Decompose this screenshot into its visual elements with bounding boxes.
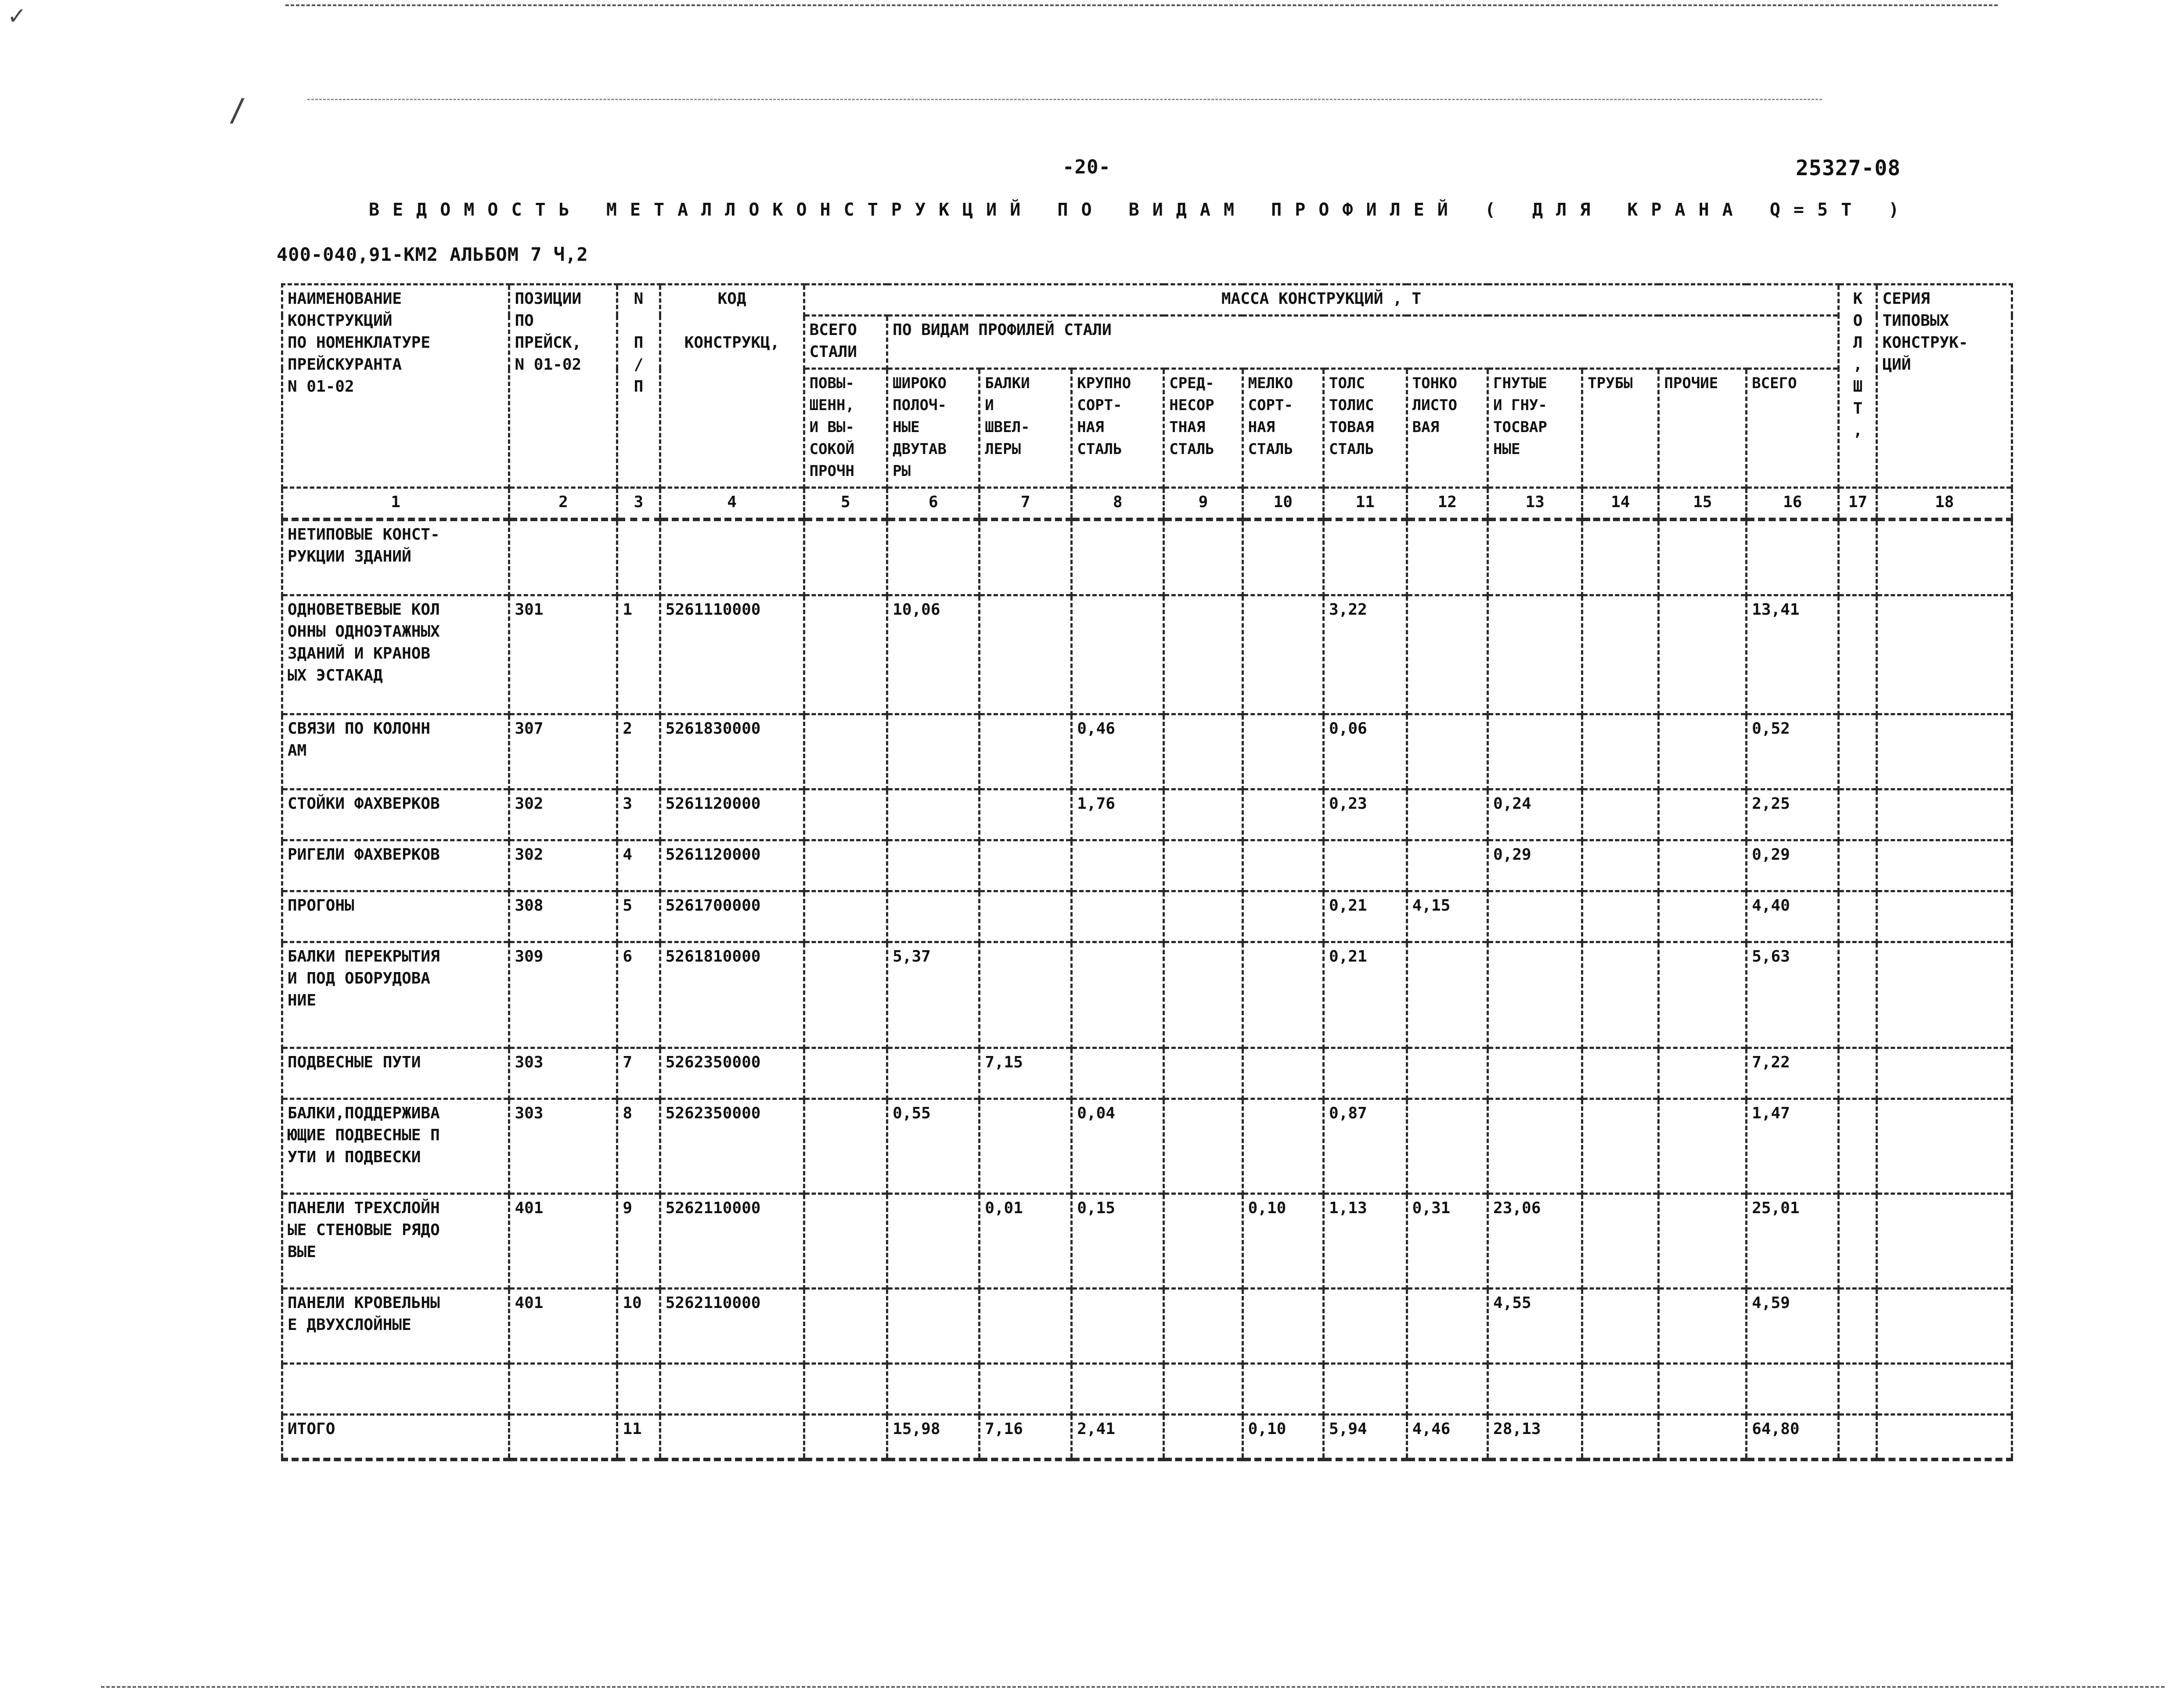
row-high-strength: [804, 1415, 887, 1460]
row-wide-flange: [887, 789, 980, 840]
row-high-strength: [804, 1289, 887, 1364]
row-thin-plate: [1407, 789, 1487, 840]
row-wide-flange: [887, 714, 980, 789]
col-number: 2: [509, 488, 617, 520]
steel-profile-table: [281, 283, 2013, 1461]
row-thick-plate: [1324, 1289, 1407, 1364]
row-other: [1659, 519, 1747, 595]
row-name: ПАНЕЛИ ТРЕХСЛОЙН ЫЕ СТЕНОВЫЕ РЯДО ВЫЕ: [282, 1194, 509, 1289]
row-wide-flange: [887, 519, 980, 595]
row-thick-plate: 0,87: [1324, 1099, 1407, 1194]
row-position: 302: [509, 789, 617, 840]
row-number: 1: [617, 595, 660, 714]
row-total: 64,80: [1747, 1415, 1839, 1460]
header-mass: МАССА КОНСТРУКЦИЙ , Т: [804, 285, 1839, 316]
table-row: [282, 891, 2012, 942]
row-light-section: [1243, 1289, 1323, 1364]
table-row: [282, 519, 2012, 595]
row-light-section: [1243, 891, 1323, 942]
row-pipes: [1582, 942, 1659, 1048]
row-thick-plate: 0,21: [1324, 942, 1407, 1048]
page-number: -20-: [1062, 156, 1111, 178]
row-series: [1877, 1048, 2012, 1099]
row-light-section: [1243, 942, 1323, 1048]
row-code: 5262110000: [660, 1289, 804, 1364]
row-series: [1877, 1289, 2012, 1364]
header-sub-thin-plate: ТОНКО ЛИСТО ВАЯ: [1407, 369, 1487, 488]
row-bent: 23,06: [1488, 1194, 1582, 1289]
row-total: 5,63: [1747, 942, 1839, 1048]
row-light-section: 0,10: [1243, 1194, 1323, 1289]
row-quantity: [1839, 942, 1877, 1048]
row-other: [1659, 1289, 1747, 1364]
row-heavy-section: [1072, 942, 1164, 1048]
table-row: [282, 714, 2012, 789]
row-bent: [1488, 942, 1582, 1048]
row-thin-plate: [1407, 1289, 1487, 1364]
row-bent: 0,24: [1488, 789, 1582, 840]
row-code: 5261810000: [660, 942, 804, 1048]
row-position: 303: [509, 1099, 617, 1194]
col-number: 16: [1747, 488, 1839, 520]
row-light-section: [1243, 1048, 1323, 1099]
row-total: 2,25: [1747, 789, 1839, 840]
row-thick-plate: [1324, 1048, 1407, 1099]
row-name: СВЯЗИ ПО КОЛОНН АМ: [282, 714, 509, 789]
row-position: [509, 1415, 617, 1460]
col-number: 5: [804, 488, 887, 520]
row-light-section: 0,10: [1243, 1415, 1323, 1460]
row-thick-plate: 3,22: [1324, 595, 1407, 714]
column-number-row: [282, 488, 2012, 520]
table-row: [282, 1289, 2012, 1364]
row-other: [1659, 1415, 1747, 1460]
row-bent: [1488, 1048, 1582, 1099]
row-wide-flange: [887, 891, 980, 942]
row-name: БАЛКИ,ПОДДЕРЖИВА ЮЩИЕ ПОДВЕСНЫЕ П УТИ И ПОДВЕСКИ: [282, 1099, 509, 1194]
row-heavy-section: 0,15: [1072, 1194, 1164, 1289]
row-name: РИГЕЛИ ФАХВЕРКОВ: [282, 840, 509, 891]
table-row: [282, 789, 2012, 840]
header-number: N П / П: [617, 285, 660, 488]
row-total: 13,41: [1747, 595, 1839, 714]
row-medium-section: [1164, 1048, 1243, 1099]
header-sub-high-strength: ПОВЫ- ШЕНН, И ВЫ- СОКОЙ ПРОЧН: [804, 369, 887, 488]
table-row: [282, 595, 2012, 714]
row-total: 7,22: [1747, 1048, 1839, 1099]
row-name: ОДНОВЕТВЕВЫЕ КОЛ ОННЫ ОДНОЭТАЖНЫХ ЗДАНИЙ И КРАНОВ ЫХ ЭСТАКАД: [282, 595, 509, 714]
row-thin-plate: 4,46: [1407, 1415, 1487, 1460]
album-reference: 400-040,91-КМ2 АЛЬБОМ 7 Ч,2: [277, 244, 588, 265]
header-sub-pipes: ТРУБЫ: [1582, 369, 1659, 488]
row-series: [1877, 595, 2012, 714]
col-number: 17: [1839, 488, 1877, 520]
row-quantity: [1839, 714, 1877, 789]
table-row: [282, 1415, 2012, 1460]
row-thick-plate: [1324, 840, 1407, 891]
row-high-strength: [804, 1364, 887, 1415]
table-row: [282, 840, 2012, 891]
row-other: [1659, 891, 1747, 942]
row-thick-plate: 0,06: [1324, 714, 1407, 789]
row-bent: 4,55: [1488, 1289, 1582, 1364]
row-code: 5261110000: [660, 595, 804, 714]
row-code: 5261700000: [660, 891, 804, 942]
row-thin-plate: [1407, 714, 1487, 789]
row-code: [660, 1415, 804, 1460]
row-light-section: [1243, 1364, 1323, 1415]
row-quantity: [1839, 789, 1877, 840]
row-quantity: [1839, 1415, 1877, 1460]
row-thick-plate: [1324, 1364, 1407, 1415]
bottom-scan-line: [101, 1686, 2165, 1688]
row-number: 11: [617, 1415, 660, 1460]
row-light-section: [1243, 595, 1323, 714]
row-beams-channels: 7,15: [980, 1048, 1072, 1099]
row-name: БАЛКИ ПЕРЕКРЫТИЯ И ПОД ОБОРУДОВА НИЕ: [282, 942, 509, 1048]
row-heavy-section: [1072, 519, 1164, 595]
row-wide-flange: 5,37: [887, 942, 980, 1048]
row-beams-channels: [980, 595, 1072, 714]
row-number: [617, 1364, 660, 1415]
col-number: 3: [617, 488, 660, 520]
col-number: 18: [1877, 488, 2012, 520]
table-row: [282, 1364, 2012, 1415]
row-position: 307: [509, 714, 617, 789]
header-sub-bent: ГНУТЫЕ И ГНУ- ТОСВАР НЫЕ: [1488, 369, 1582, 488]
row-high-strength: [804, 595, 887, 714]
row-high-strength: [804, 519, 887, 595]
row-beams-channels: [980, 1099, 1072, 1194]
row-medium-section: [1164, 1415, 1243, 1460]
header-total-steel: ВСЕГО СТАЛИ: [804, 316, 887, 369]
row-wide-flange: 10,06: [887, 595, 980, 714]
row-medium-section: [1164, 942, 1243, 1048]
table-row: [282, 1048, 2012, 1099]
row-heavy-section: [1072, 595, 1164, 714]
col-number: 15: [1659, 488, 1747, 520]
row-quantity: [1839, 1364, 1877, 1415]
row-high-strength: [804, 1048, 887, 1099]
row-other: [1659, 1364, 1747, 1415]
row-thick-plate: 1,13: [1324, 1194, 1407, 1289]
row-number: 8: [617, 1099, 660, 1194]
col-number: 4: [660, 488, 804, 520]
row-other: [1659, 1099, 1747, 1194]
table-row: [282, 942, 2012, 1048]
row-bent: [1488, 519, 1582, 595]
col-number: 9: [1164, 488, 1243, 520]
row-code: 5261120000: [660, 840, 804, 891]
row-other: [1659, 840, 1747, 891]
row-thick-plate: 0,21: [1324, 891, 1407, 942]
header-name: НАИМЕНОВАНИЕ КОНСТРУКЦИЙ ПО НОМЕНКЛАТУРЕ ПРЕЙСКУРАНТА N 01-02: [282, 285, 509, 488]
row-heavy-section: [1072, 891, 1164, 942]
row-high-strength: [804, 891, 887, 942]
row-position: 401: [509, 1194, 617, 1289]
row-light-section: [1243, 714, 1323, 789]
header-sub-thick-plate: ТОЛС ТОЛИС ТОВАЯ СТАЛЬ: [1324, 369, 1407, 488]
row-beams-channels: [980, 1364, 1072, 1415]
document-code: 25327-08: [1796, 156, 1901, 180]
row-position: 302: [509, 840, 617, 891]
row-quantity: [1839, 1194, 1877, 1289]
top-scan-line: [285, 4, 1998, 6]
col-number: 1: [282, 488, 509, 520]
row-total: [1747, 519, 1839, 595]
row-thin-plate: [1407, 1364, 1487, 1415]
row-beams-channels: 0,01: [980, 1194, 1072, 1289]
row-series: [1877, 840, 2012, 891]
row-heavy-section: 2,41: [1072, 1415, 1164, 1460]
row-high-strength: [804, 1099, 887, 1194]
row-beams-channels: [980, 519, 1072, 595]
header-sub-heavy-section: КРУПНО СОРТ- НАЯ СТАЛЬ: [1072, 369, 1164, 488]
row-beams-channels: [980, 891, 1072, 942]
row-other: [1659, 595, 1747, 714]
row-total: 1,47: [1747, 1099, 1839, 1194]
table-body: [282, 519, 2012, 1459]
table-row: [282, 1194, 2012, 1289]
row-quantity: [1839, 1099, 1877, 1194]
row-medium-section: [1164, 1364, 1243, 1415]
header-sub-beams-channels: БАЛКИ И ШВЕЛ- ЛЕРЫ: [980, 369, 1072, 488]
row-position: 401: [509, 1289, 617, 1364]
row-heavy-section: [1072, 840, 1164, 891]
row-series: [1877, 789, 2012, 840]
header-sub-total: ВСЕГО: [1747, 369, 1839, 488]
upper-faint-line: [307, 99, 1822, 100]
row-pipes: [1582, 789, 1659, 840]
row-thin-plate: 4,15: [1407, 891, 1487, 942]
row-beams-channels: [980, 942, 1072, 1048]
row-other: [1659, 714, 1747, 789]
row-number: [617, 519, 660, 595]
row-number: 10: [617, 1289, 660, 1364]
row-high-strength: [804, 789, 887, 840]
row-wide-flange: [887, 1289, 980, 1364]
row-light-section: [1243, 519, 1323, 595]
row-beams-channels: [980, 840, 1072, 891]
row-number: 7: [617, 1048, 660, 1099]
row-position: 308: [509, 891, 617, 942]
header-sub-medium-section: СРЕД- НЕСОР ТНАЯ СТАЛЬ: [1164, 369, 1243, 488]
row-series: [1877, 714, 2012, 789]
row-light-section: [1243, 840, 1323, 891]
row-heavy-section: 0,04: [1072, 1099, 1164, 1194]
header-sub-light-section: МЕЛКО СОРТ- НАЯ СТАЛЬ: [1243, 369, 1323, 488]
row-number: 6: [617, 942, 660, 1048]
header-row-top: [282, 285, 2012, 316]
row-bent: 0,29: [1488, 840, 1582, 891]
row-number: 2: [617, 714, 660, 789]
row-number: 5: [617, 891, 660, 942]
col-number: 10: [1243, 488, 1323, 520]
row-number: 9: [617, 1194, 660, 1289]
row-quantity: [1839, 1289, 1877, 1364]
row-position: 301: [509, 595, 617, 714]
row-wide-flange: 0,55: [887, 1099, 980, 1194]
row-series: [1877, 891, 2012, 942]
row-beams-channels: [980, 1289, 1072, 1364]
row-series: [1877, 1364, 2012, 1415]
row-pipes: [1582, 1364, 1659, 1415]
row-code: [660, 519, 804, 595]
row-total: 4,59: [1747, 1289, 1839, 1364]
row-medium-section: [1164, 519, 1243, 595]
row-number: 3: [617, 789, 660, 840]
row-code: 5261830000: [660, 714, 804, 789]
row-pipes: [1582, 891, 1659, 942]
row-series: [1877, 1415, 2012, 1460]
row-number: 4: [617, 840, 660, 891]
row-quantity: [1839, 595, 1877, 714]
row-beams-channels: [980, 714, 1072, 789]
row-name: ПРОГОНЫ: [282, 891, 509, 942]
row-position: [509, 1364, 617, 1415]
row-light-section: [1243, 789, 1323, 840]
row-bent: [1488, 1364, 1582, 1415]
row-wide-flange: [887, 1194, 980, 1289]
col-number: 13: [1488, 488, 1582, 520]
header-position: ПОЗИЦИИ ПО ПРЕЙСК, N 01-02: [509, 285, 617, 488]
row-pipes: [1582, 840, 1659, 891]
row-position: 309: [509, 942, 617, 1048]
row-other: [1659, 789, 1747, 840]
row-wide-flange: 15,98: [887, 1415, 980, 1460]
row-bent: [1488, 714, 1582, 789]
row-medium-section: [1164, 789, 1243, 840]
col-number: 7: [980, 488, 1072, 520]
row-series: [1877, 519, 2012, 595]
row-other: [1659, 1194, 1747, 1289]
row-thin-plate: [1407, 942, 1487, 1048]
row-quantity: [1839, 891, 1877, 942]
row-thin-plate: [1407, 840, 1487, 891]
col-number: 8: [1072, 488, 1164, 520]
row-name: НЕТИПОВЫЕ КОНСТ- РУКЦИИ ЗДАНИЙ: [282, 519, 509, 595]
row-medium-section: [1164, 891, 1243, 942]
header-sub-other: ПРОЧИЕ: [1659, 369, 1747, 488]
row-medium-section: [1164, 1099, 1243, 1194]
col-number: 6: [887, 488, 980, 520]
row-pipes: [1582, 1194, 1659, 1289]
row-wide-flange: [887, 1364, 980, 1415]
row-thin-plate: [1407, 1048, 1487, 1099]
row-thin-plate: [1407, 519, 1487, 595]
col-number: 12: [1407, 488, 1487, 520]
header-code: КОД КОНСТРУКЦ,: [660, 285, 804, 488]
row-pipes: [1582, 1415, 1659, 1460]
row-high-strength: [804, 840, 887, 891]
row-pipes: [1582, 714, 1659, 789]
row-thin-plate: [1407, 595, 1487, 714]
row-thick-plate: 5,94: [1324, 1415, 1407, 1460]
row-pipes: [1582, 595, 1659, 714]
row-bent: [1488, 595, 1582, 714]
row-beams-channels: [980, 789, 1072, 840]
table-row: [282, 1099, 2012, 1194]
row-thin-plate: [1407, 1099, 1487, 1194]
row-pipes: [1582, 1048, 1659, 1099]
row-medium-section: [1164, 1289, 1243, 1364]
row-name: СТОЙКИ ФАХВЕРКОВ: [282, 789, 509, 840]
row-total: 25,01: [1747, 1194, 1839, 1289]
row-heavy-section: [1072, 1364, 1164, 1415]
row-series: [1877, 1099, 2012, 1194]
row-code: 5262110000: [660, 1194, 804, 1289]
row-total: 0,52: [1747, 714, 1839, 789]
row-thin-plate: 0,31: [1407, 1194, 1487, 1289]
page-title: ВЕДОМОСТЬ МЕТАЛЛОКОНСТРУКЦИЙ ПО ВИДАМ ПРОФИЛЕЙ ( ДЛЯ КРАНА Q=5Т ): [369, 200, 1912, 220]
row-pipes: [1582, 519, 1659, 595]
row-bent: [1488, 1099, 1582, 1194]
header-quantity: К О Л , Ш Т ,: [1839, 285, 1877, 488]
row-other: [1659, 942, 1747, 1048]
row-heavy-section: 1,76: [1072, 789, 1164, 840]
row-medium-section: [1164, 714, 1243, 789]
row-other: [1659, 1048, 1747, 1099]
row-heavy-section: 0,46: [1072, 714, 1164, 789]
row-name: ПАНЕЛИ КРОВЕЛЬНЫ Е ДВУХСЛОЙНЫЕ: [282, 1289, 509, 1364]
row-bent: [1488, 891, 1582, 942]
row-code: 5262350000: [660, 1048, 804, 1099]
row-code: [660, 1364, 804, 1415]
row-position: 303: [509, 1048, 617, 1099]
row-quantity: [1839, 519, 1877, 595]
row-thick-plate: 0,23: [1324, 789, 1407, 840]
row-series: [1877, 1194, 2012, 1289]
row-series: [1877, 942, 2012, 1048]
row-light-section: [1243, 1099, 1323, 1194]
row-pipes: [1582, 1099, 1659, 1194]
check-mark-icon: ✓: [9, 0, 25, 31]
row-thick-plate: [1324, 519, 1407, 595]
header-series: СЕРИЯ ТИПОВЫХ КОНСТРУК- ЦИЙ: [1877, 285, 2012, 488]
row-high-strength: [804, 714, 887, 789]
col-number: 11: [1324, 488, 1407, 520]
row-total: [1747, 1364, 1839, 1415]
row-bent: 28,13: [1488, 1415, 1582, 1460]
row-total: 0,29: [1747, 840, 1839, 891]
row-pipes: [1582, 1289, 1659, 1364]
row-quantity: [1839, 840, 1877, 891]
row-medium-section: [1164, 840, 1243, 891]
row-high-strength: [804, 1194, 887, 1289]
row-heavy-section: [1072, 1048, 1164, 1099]
header-by-profile: ПО ВИДАМ ПРОФИЛЕЙ СТАЛИ: [887, 316, 1839, 369]
row-beams-channels: 7,16: [980, 1415, 1072, 1460]
row-code: 5262350000: [660, 1099, 804, 1194]
header-sub-wide-flange: ШИРОКО ПОЛОЧ- НЫЕ ДВУТАВ РЫ: [887, 369, 980, 488]
row-wide-flange: [887, 840, 980, 891]
row-total: 4,40: [1747, 891, 1839, 942]
row-position: [509, 519, 617, 595]
row-wide-flange: [887, 1048, 980, 1099]
row-high-strength: [804, 942, 887, 1048]
row-medium-section: [1164, 1194, 1243, 1289]
row-name: ПОДВЕСНЫЕ ПУТИ: [282, 1048, 509, 1099]
row-code: 5261120000: [660, 789, 804, 840]
row-name: ИТОГО: [282, 1415, 509, 1460]
row-medium-section: [1164, 595, 1243, 714]
row-quantity: [1839, 1048, 1877, 1099]
row-name: [282, 1364, 509, 1415]
col-number: 14: [1582, 488, 1659, 520]
slash-mark-icon: /: [228, 92, 247, 128]
row-heavy-section: [1072, 1289, 1164, 1364]
